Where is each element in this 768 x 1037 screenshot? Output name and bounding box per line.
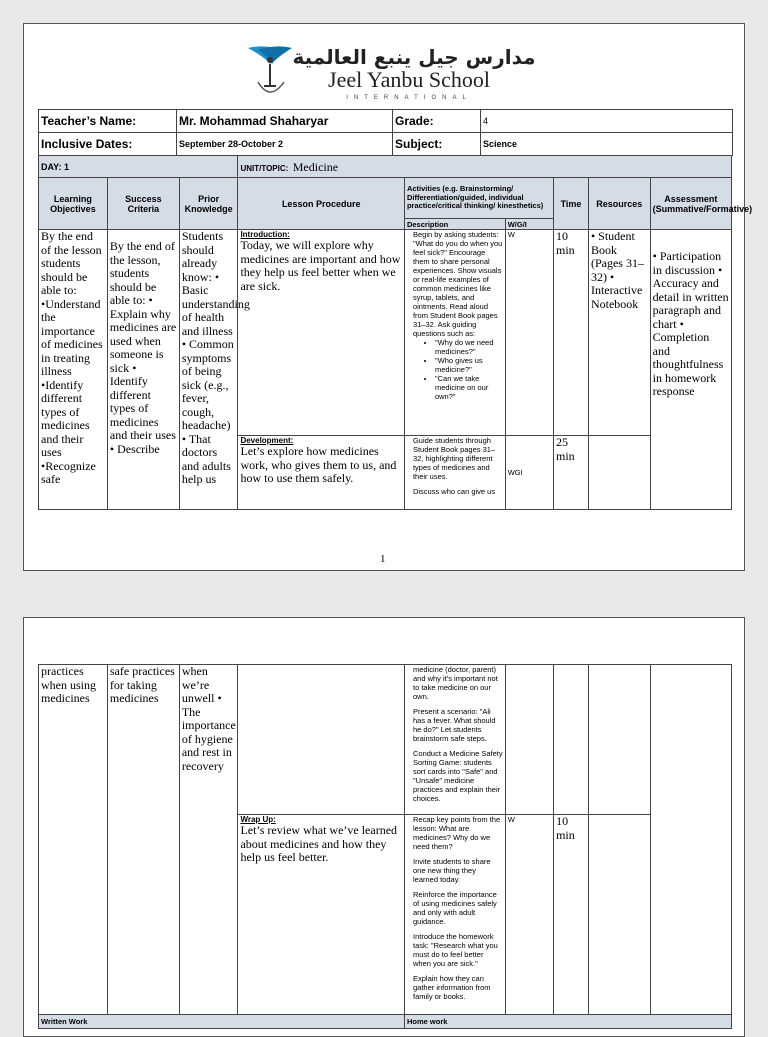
grade-label: Grade:	[393, 110, 481, 133]
col-success: Success Criteria	[107, 178, 179, 230]
wrap-up-time: 10 min	[554, 815, 589, 1015]
dates-value: September 28-October 2	[177, 133, 393, 156]
development-description: Present a scenario: "Ali has a fever. What should he do?" Let students brainstorm safe steps.	[413, 707, 496, 743]
col-wgi: W/G/I	[505, 219, 553, 230]
development-description: Guide students through Student Book pages 31–32, highlighting different types of medicines and their uses.	[412, 436, 496, 481]
subject-label: Subject:	[393, 133, 481, 156]
school-tagline: INTERNATIONAL	[346, 95, 472, 101]
col-prior: Prior Knowledge	[179, 178, 238, 230]
school-name-arabic: مدارس جيل ينبع العالمية	[292, 45, 536, 69]
school-logo	[244, 42, 534, 104]
col-procedure: Lesson Procedure	[238, 178, 405, 230]
introduction-description: Begin by asking students: "What do you do when you feel sick?" Encourage them to share personal experiences. Show visuals or real-life examples of common medicines like syrup, tablets, and ointments. Read aloud from Student Book pages 31–32. Ask guiding questions such as:	[412, 230, 503, 338]
col-objectives: Learning Objectives	[39, 178, 108, 230]
wrap-up-text: Let’s review what we’ve learned about medicines and how they help us feel better.	[240, 823, 398, 864]
wrap-up-description: Explain how they can gather information from family or books.	[413, 974, 491, 1001]
development-text: Let’s explore how medicines work, who gives them to us, and how to use them safely.	[240, 444, 397, 485]
development-description: Conduct a Medicine Safety Sorting Game: students sort cards into "Safe" and "Unsafe" medicine practices and explain their choices.	[413, 749, 503, 803]
learning-objectives: By the end of the lesson students should be able to: •Understand the importance of medicines in treating illness •Identify different types of medicines and their uses •Recognize safe	[39, 230, 108, 510]
wrap-up-description: Recap key points from the lesson: What are medicines? Why do we need them?	[413, 815, 501, 851]
introduction-wgi: W	[505, 230, 553, 436]
page-number: 1	[380, 553, 386, 565]
written-work-label: Written Work	[39, 1015, 405, 1029]
col-resources: Resources	[588, 178, 650, 230]
development-wgi: WGI	[505, 436, 553, 510]
wrap-up-description: Reinforce the importance of using medicines safely and only with adult guidance.	[413, 890, 497, 926]
teacher-value: Mr. Mohammad Shaharyar	[177, 110, 393, 133]
introduction-text: Today, we will explore why medicines are important and how they help us feel better when we are sick.	[240, 238, 401, 293]
col-time: Time	[554, 178, 589, 230]
wrap-up-description: Invite students to share one new thing they learned today.	[413, 857, 491, 884]
homework-label: Home work	[405, 1015, 732, 1029]
subject-value: Science	[481, 133, 733, 156]
lesson-plan-table-page1	[38, 155, 753, 510]
introduction-label: Introduction:	[240, 230, 290, 239]
introduction-time: 10 min	[554, 230, 589, 436]
unit-value: Medicine	[292, 159, 339, 174]
guiding-question: • "Who gives us medicine?"	[435, 356, 503, 374]
prior-knowledge: Students should already know: • Basic understanding of health and illness • Common symptoms of being sick (e.g., fever, cough, headache) • That doctors and adults help us	[179, 230, 238, 510]
development-time: 25 min	[554, 436, 589, 510]
success-criteria: By the end of the lesson, students should be able to: • Explain why medicines are used when someone is sick • Identify different types of medicines and their uses • Describe	[107, 230, 179, 510]
col-assessment: Assessment (Summative/Formative)	[650, 178, 731, 230]
day-label: DAY: 1	[39, 156, 238, 178]
grade-value: 4	[481, 110, 733, 133]
prior-knowledge-continued: when we’re unwell • The importance of hygiene and rest in recovery	[179, 665, 238, 1015]
page-1	[23, 23, 753, 571]
learning-objectives-continued: practices when using medicines	[39, 665, 108, 1015]
wrap-up-description: Introduce the homework task: "Research what you must do to feel better when you are sick."	[413, 932, 498, 968]
dates-label: Inclusive Dates:	[39, 133, 177, 156]
col-activities: Activities (e.g. Brainstorming/ Differentiation/guided, individual practice/critical thinking/ kinesthetics)	[404, 178, 553, 219]
resources: • Student Book (Pages 31–32) • Interactive Notebook	[588, 230, 650, 436]
lesson-plan-table-page2	[38, 664, 732, 1029]
col-description: Description	[404, 219, 505, 230]
guiding-question: • "Why do we need medicines?"	[435, 338, 503, 356]
assessment: • Participation in discussion • Accuracy and detail in written paragraph and chart • Completion and thoughtfulness in homework response	[650, 230, 731, 510]
page-2	[23, 617, 745, 1037]
wrap-up-label: Wrap Up:	[240, 815, 276, 824]
development-description: medicine (doctor, parent) and why it's important not to take medicine on our own.	[413, 665, 498, 701]
teacher-label: Teacher’s Name:	[39, 110, 177, 133]
school-name: Jeel Yanbu School	[328, 67, 490, 92]
lesson-plan-header	[38, 109, 733, 156]
development-description: Discuss who can give us	[412, 487, 496, 496]
guiding-question: • "Can we take medicine on our own?"	[435, 374, 503, 401]
wrap-up-wgi: W	[505, 815, 553, 1015]
unit-label: UNIT/TOPIC:	[240, 163, 289, 173]
success-criteria-continued: safe practices for taking medicines	[107, 665, 179, 1015]
development-label: Development:	[240, 436, 294, 445]
